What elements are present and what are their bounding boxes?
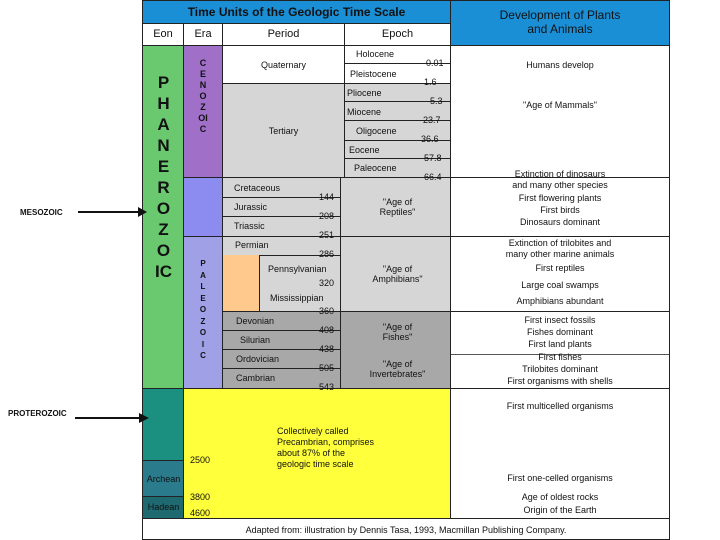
event-12: First insect fossils xyxy=(524,315,596,325)
age-1-6: 1.6 xyxy=(424,77,437,87)
age-36-6: 36.6 xyxy=(421,134,439,144)
event-20: Age of oldest rocks xyxy=(521,492,599,502)
proterozoic-arrow xyxy=(75,411,150,425)
mesozoic-annotation: MESOZOIC xyxy=(20,208,63,217)
age-of-mammals-label: "Age of Mammals" xyxy=(523,100,597,110)
age-of-amphibians-2: Amphibians" xyxy=(372,274,423,284)
col-period: Period xyxy=(267,28,300,40)
event-6: Dinosaurs dominant xyxy=(519,217,601,227)
event-2: Extinction of dinosaurs xyxy=(514,169,606,179)
devonian-label: Devonian xyxy=(236,316,275,326)
event-9: First reptiles xyxy=(535,263,585,273)
age-of-reptiles-1: "Age of xyxy=(382,197,413,207)
age-408: 408 xyxy=(319,325,335,335)
precambrian-note-4: geologic time scale xyxy=(277,459,354,469)
age-of-reptiles-2: Reptiles" xyxy=(379,207,416,217)
age-of-invertebrates-2: Invertebrates" xyxy=(369,369,426,379)
mesozoic-arrow xyxy=(78,205,148,219)
age-360: 360 xyxy=(319,306,335,316)
epoch-pleistocene: Pleistocene xyxy=(350,69,397,79)
pennsylvanian-label: Pennsylvanian xyxy=(268,264,327,274)
age-438: 438 xyxy=(319,344,335,354)
carboniferous-cell xyxy=(223,255,259,311)
ordovician-label: Ordovician xyxy=(236,354,280,364)
epoch-miocene: Miocene xyxy=(347,107,382,117)
event-4: First flowering plants xyxy=(518,193,602,203)
footer-credit: Adapted from: illustration by Dennis Tasa, 1993, Macmillan Publishing Company. xyxy=(245,525,567,535)
epoch-pliocene: Pliocene xyxy=(347,88,382,98)
event-21: Origin of the Earth xyxy=(523,505,597,515)
epoch-holocene: Holocene xyxy=(356,49,395,59)
epoch-eocene: Eocene xyxy=(349,145,380,155)
paleozoic-label: P A L E O Z O I C xyxy=(199,259,207,360)
age-208: 208 xyxy=(319,211,335,221)
age-505: 505 xyxy=(319,363,335,373)
age-57-8: 57.8 xyxy=(424,153,442,163)
age-of-fishes-1: "Age of xyxy=(382,322,413,332)
age-5-3: 5.3 xyxy=(430,96,443,106)
event-5: First birds xyxy=(540,205,580,215)
page-title: Time Units of the Geologic Time Scale xyxy=(187,5,406,19)
permian-label: Permian xyxy=(235,240,269,250)
col-era: Era xyxy=(194,28,212,40)
precambrian-note-1: Collectively called xyxy=(277,426,349,436)
tertiary-label: Tertiary xyxy=(268,126,299,136)
right-header-title-2: and Animals xyxy=(527,22,593,36)
triassic-label: Triassic xyxy=(234,221,265,231)
event-19: First one-celled organisms xyxy=(507,473,613,483)
epoch-oligocene: Oligocene xyxy=(356,126,397,136)
cenozoic-label: C E N O Z OI C xyxy=(198,58,208,134)
event-13: Fishes dominant xyxy=(526,327,594,337)
mississippian-label: Mississippian xyxy=(270,293,324,303)
age-286: 286 xyxy=(319,249,335,259)
silurian-label: Silurian xyxy=(240,335,271,345)
age-320: 320 xyxy=(319,278,335,288)
precambrian-note-2: Precambrian, comprises xyxy=(277,437,375,447)
age-3800: 3800 xyxy=(190,492,211,502)
hadean-label: Hadean xyxy=(147,502,180,512)
proterozoic-annotation: PROTEROZOIC xyxy=(8,409,67,418)
event-humans: Humans develop xyxy=(526,60,594,70)
precambrian-note-3: about 87% of the xyxy=(277,448,346,458)
event-3: and many other species xyxy=(512,180,608,190)
event-16: Trilobites dominant xyxy=(522,364,598,374)
age-66-4: 66.4 xyxy=(424,172,442,182)
event-11: Amphibians abundant xyxy=(516,296,604,306)
age-of-amphibians-1: "Age of xyxy=(382,264,413,274)
age-4600: 4600 xyxy=(190,508,211,518)
event-7: Extinction of trilobites and xyxy=(508,238,612,248)
epoch-paleocene: Paleocene xyxy=(354,163,397,173)
age-of-invertebrates-1: "Age of xyxy=(382,359,413,369)
age-543: 543 xyxy=(319,382,335,392)
cretaceous-label: Cretaceous xyxy=(234,183,281,193)
age-144: 144 xyxy=(319,192,335,202)
age-0-01: 0.01 xyxy=(426,58,444,68)
age-2500: 2500 xyxy=(190,455,211,465)
cambrian-label: Cambrian xyxy=(236,373,276,383)
event-15: First fishes xyxy=(538,352,582,362)
event-17: First organisms with shells xyxy=(507,376,613,386)
archean-label: Archean xyxy=(146,474,181,484)
mesozoic-era-cell xyxy=(184,177,222,236)
age-251: 251 xyxy=(319,230,335,240)
quaternary-label: Quaternary xyxy=(260,60,307,70)
age-23-7: 23.7 xyxy=(423,115,441,125)
event-14: First land plants xyxy=(528,339,592,349)
right-header-title-1: Development of Plants xyxy=(499,8,621,22)
jurassic-label: Jurassic xyxy=(234,202,268,212)
event-10: Large coal swamps xyxy=(521,280,599,290)
event-8: many other marine animals xyxy=(505,249,615,259)
phanerozoic-label: P H A N E R O Z O IC xyxy=(155,73,172,281)
event-18: First multicelled organisms xyxy=(506,401,614,411)
age-of-fishes-2: Fishes" xyxy=(382,332,413,342)
col-epoch: Epoch xyxy=(381,28,414,40)
col-eon: Eon xyxy=(153,28,173,40)
